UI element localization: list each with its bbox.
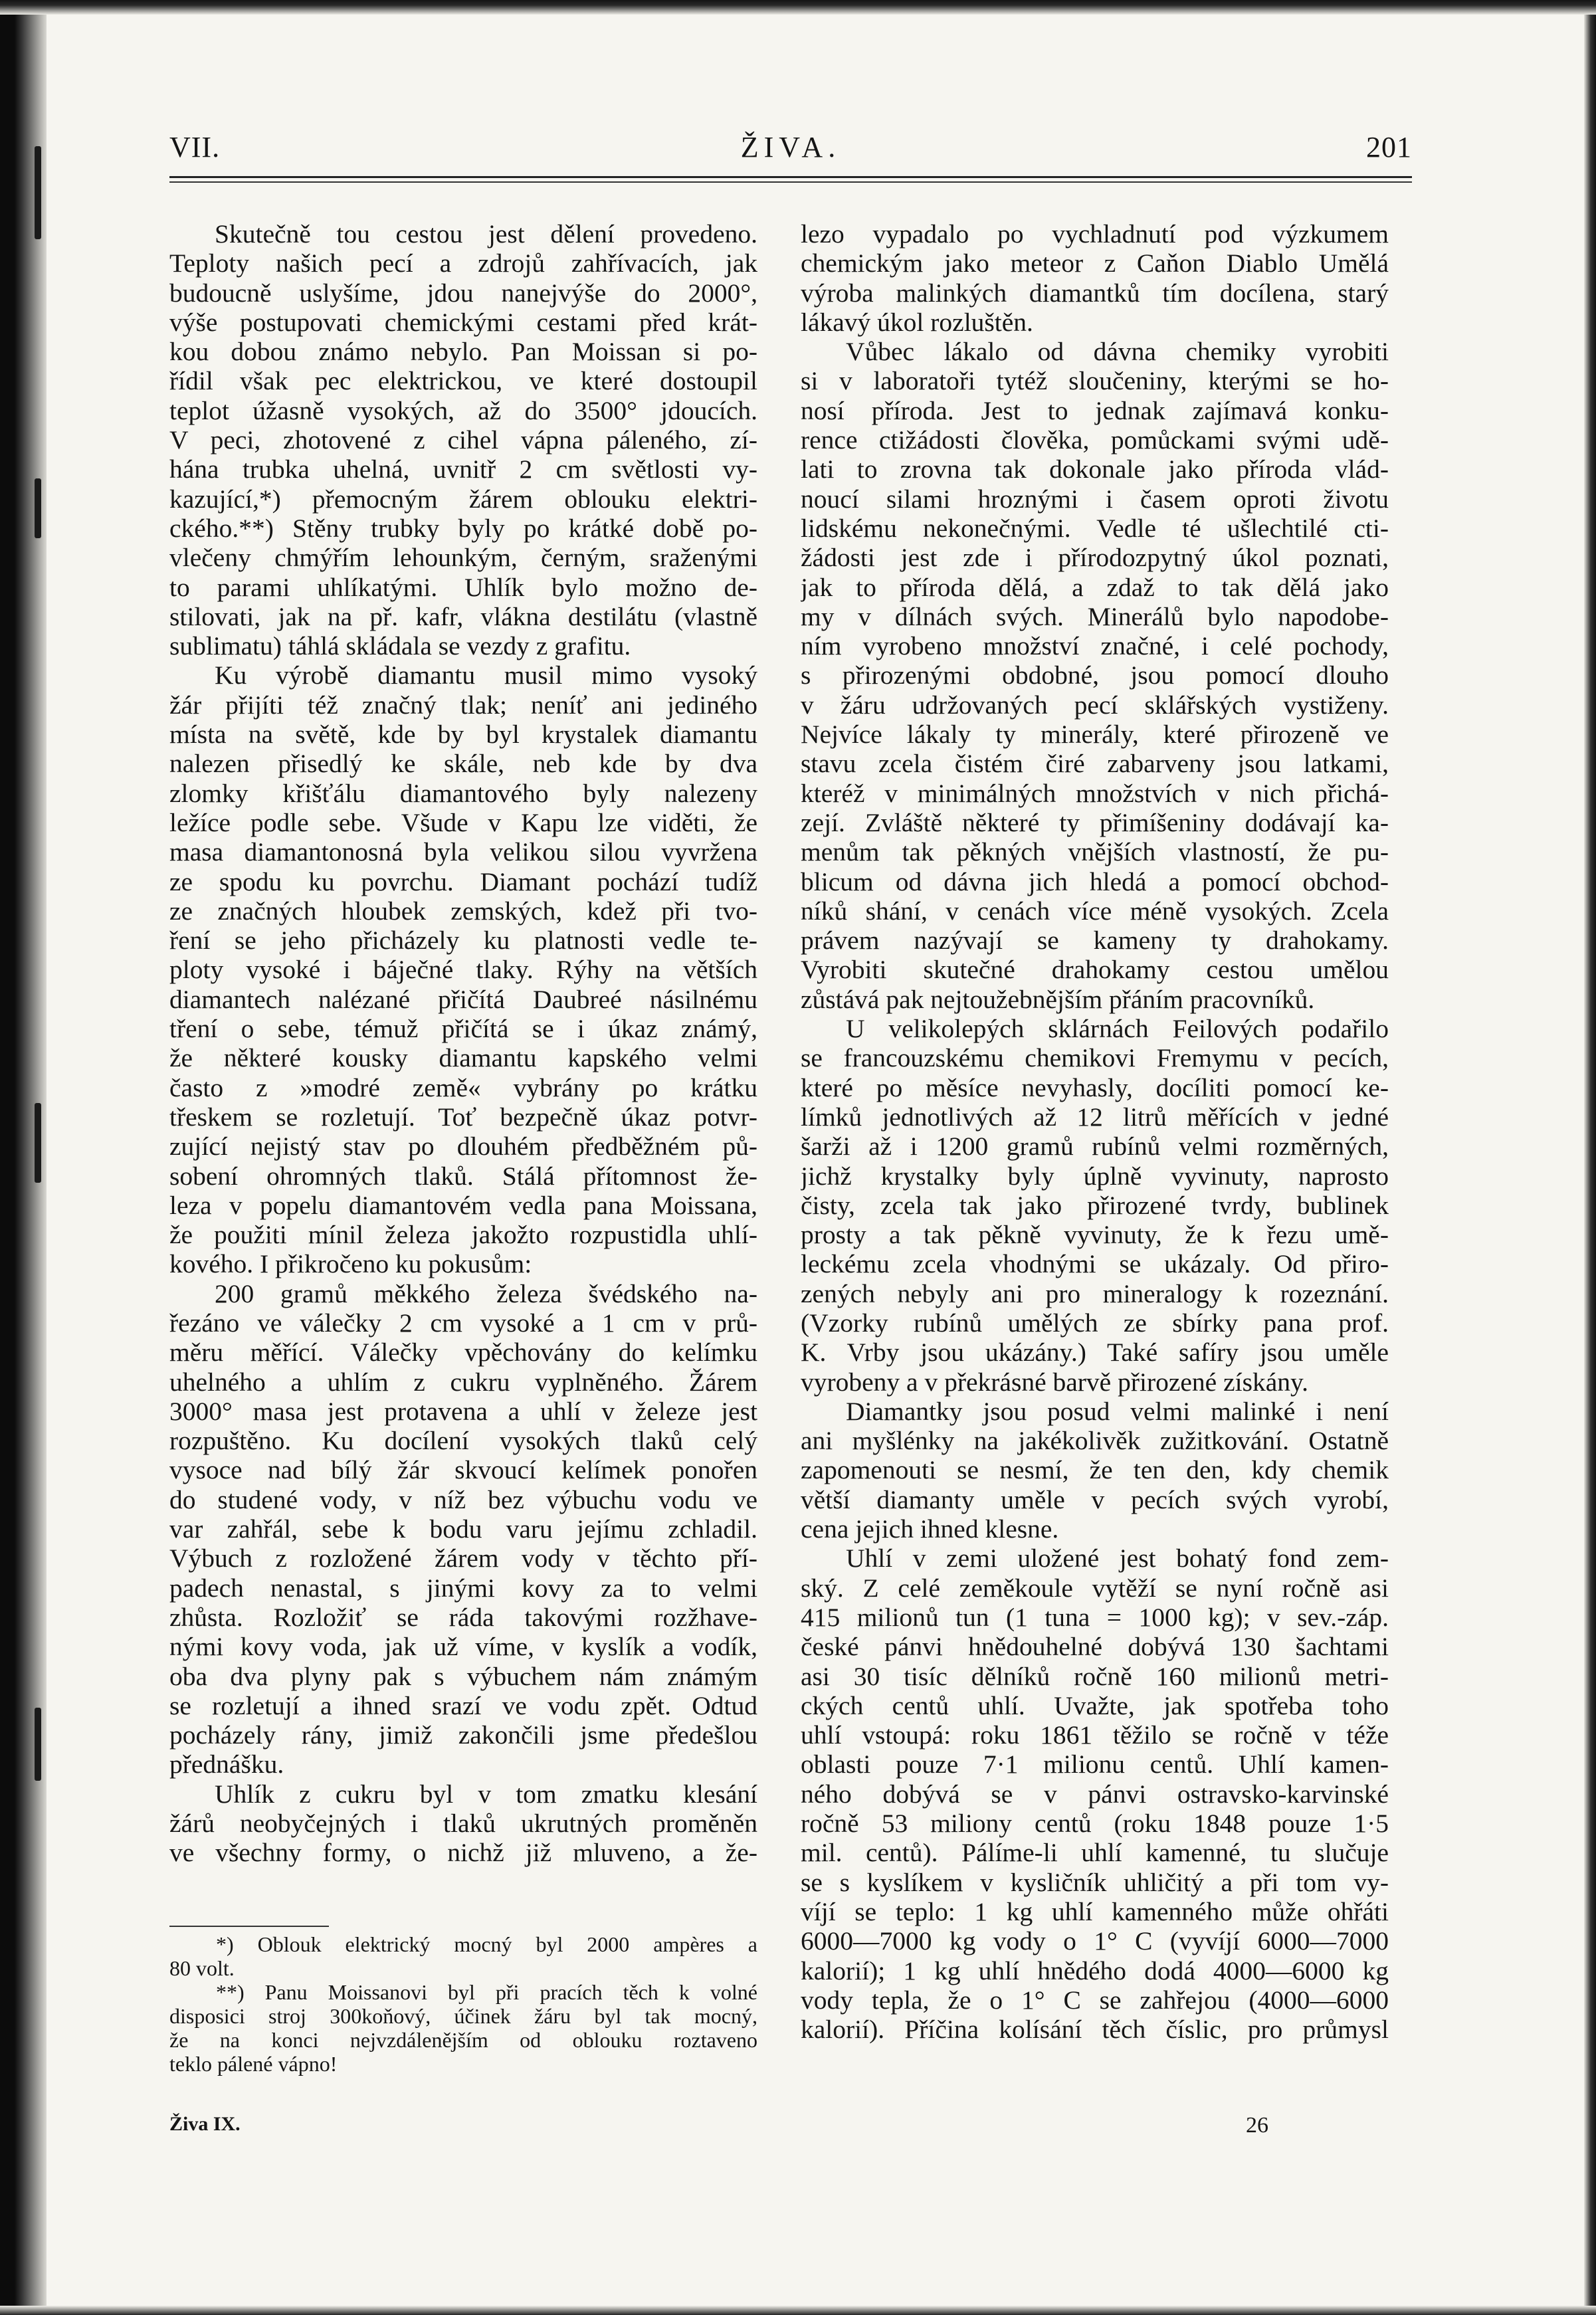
text-line: kalorií); 1 kg uhlí hnědého dodá 4000—6000 kg <box>801 1956 1389 1985</box>
text-line: že na konci nejvzdálenějším od oblouku roztaveno <box>169 2028 757 2052</box>
text-line: leza v popelu diamantovém vedla pana Moissana, <box>169 1190 757 1220</box>
text-line: si v laboratoři tytéž sloučeniny, kterými se ho- <box>801 366 1389 396</box>
text-line: lákavý úkol rozluštěn. <box>801 307 1033 337</box>
footnote-rule <box>169 1926 329 1927</box>
text-line: hána trubka uhelná, uvnitř 2 cm světlosti vy- <box>169 454 757 484</box>
text-line: přednášku. <box>169 1750 284 1779</box>
text-line: uhlí vstoupá: roku 1861 těžilo se ročně v téže <box>801 1720 1389 1750</box>
text-line: jak to příroda dělá, a zdaž to tak dělá jako <box>801 572 1389 602</box>
text-line: asi 30 tisíc dělníků ročně 160 milionů metri- <box>801 1661 1389 1691</box>
text-line: se s kyslíkem v kysličník uhličitý a při tom vy- <box>801 1867 1389 1897</box>
text-line: 200 gramů měkkého železa švédského na- <box>215 1278 757 1308</box>
text-line: právem nazývají se kameny ty drahokamy. <box>801 926 1389 956</box>
left-column <box>169 219 757 1868</box>
binding-mark <box>35 146 41 239</box>
text-line: větší diamanty uměle v pecích svých vyrobí, <box>801 1484 1389 1514</box>
text-line: kazující,*) přemocným žárem oblouku elektri- <box>169 484 757 514</box>
text-line: 415 milionů tun (1 tuna = 1000 kg); v sev.-záp. <box>801 1602 1389 1632</box>
text-line: že použiti mínil železa jakožto rozpustidla uhlí- <box>169 1220 757 1250</box>
text-line: Teploty našich pecí a zdrojů zahřívacích, jak <box>169 249 757 278</box>
text-line: lezo vypadalo po vychladnutí pod výzkumem <box>801 219 1389 249</box>
text-line: zených nebyly ani pro mineralogy k rozeznání. <box>801 1278 1389 1308</box>
text-line: Uhlí v zemi uložené jest bohatý fond zem- <box>846 1544 1389 1573</box>
right-column <box>801 219 1389 2044</box>
text-line: měru měřící. Válečky vpěchovány do kelímku <box>169 1338 757 1367</box>
text-line: K. Vrby jsou ukázány.) Také safíry jsou uměle <box>801 1338 1389 1367</box>
text-line: Výbuch z rozložené žárem vody v těchto pří- <box>169 1544 757 1573</box>
text-line: s přirozenými obdobné, jsou pomocí dlouho <box>801 660 1389 690</box>
text-line: uhelného a uhlím z cukru vyplněného. Žárem <box>169 1367 757 1397</box>
text-line: jichž krystalky byly úplně vyvinuty, naprosto <box>801 1161 1389 1191</box>
text-line: se rozletují a ihned srazí ve vodu zpět. Odtud <box>169 1690 757 1720</box>
text-line: mil. centů). Pálíme-li uhlí kamenné, tu slučuje <box>801 1838 1389 1868</box>
text-line: zlomky křišťálu diamantového byly nalezeny <box>169 778 757 808</box>
text-line: ležíce podle sebe. Všude v Kapu lze viděti, že <box>169 807 757 837</box>
text-line: ve všechny formy, o nichž již mluveno, a že- <box>169 1838 757 1868</box>
text-line: blicum od dávna jich hledá a pomocí obchod- <box>801 866 1389 896</box>
text-line: oblasti pouze 7·1 milionu centů. Uhlí kamen- <box>801 1750 1389 1779</box>
text-line: zapomenouti se nesmí, že ten den, kdy chemik <box>801 1455 1389 1485</box>
page-header <box>169 130 1412 170</box>
text-line: ním vyrobeno množství značné, i celé pochody, <box>801 631 1389 661</box>
scan-border-bottom <box>0 2306 1596 2315</box>
text-line: třeskem se rozletují. Toť bezpečně úkaz potvr- <box>169 1102 757 1132</box>
text-line: zůstává pak nejtoužebnějším přáním pracovníků. <box>801 984 1315 1014</box>
text-line: ani myšlénky na jakékolivěk zužitkování. Ostatně <box>801 1426 1389 1456</box>
text-line: Vůbec lákalo od dávna chemiky vyrobiti <box>846 337 1389 367</box>
text-line: leckému zcela vhodnými se ukázaly. Od přiro- <box>801 1249 1389 1279</box>
text-line: řídil však pec elektrickou, ve které dostoupil <box>169 366 757 396</box>
text-line: rence ctižádosti člověka, pomůckami svými udě- <box>801 425 1389 455</box>
text-line: tření o sebe, témuž přičítá se i úkaz známý, <box>169 1014 757 1044</box>
text-line: Vyrobiti skutečné drahokamy cestou umělou <box>801 955 1389 985</box>
text-line: diamantech nalézané přičítá Daubreé násilnému <box>169 984 757 1014</box>
text-line: žádosti jest zde i přírodozpytný úkol poznati, <box>801 543 1389 573</box>
text-line: zující nejistý stav po dlouhém předběžném pů- <box>169 1132 757 1161</box>
header-rule <box>169 176 1412 178</box>
text-line: že některé kousky diamantu kapského velmi <box>169 1043 757 1073</box>
text-line: vlečeny chmýřím lehounkým, černým, sraženými <box>169 543 757 573</box>
text-line: zhůsta. Rozložiť se ráda takovými rozžhave- <box>169 1602 757 1632</box>
text-line: ření se jeho přicházely ku platnosti vedle te- <box>169 926 757 956</box>
text-line: menům tak pěkných vnějších vlastností, že pu- <box>801 837 1389 867</box>
text-line: kalorií). Příčina kolísání těch číslic, pro průmysl <box>801 2015 1389 2045</box>
text-line: ský. Z celé zeměkoule vytěží se nyní ročně asi <box>801 1573 1389 1603</box>
text-line: kteréž v minimálných množstvích v nich přichá- <box>801 778 1389 808</box>
text-line: pocházely rány, jimiž zakončili jsme předešlou <box>169 1720 757 1750</box>
text-line: prosty a tak pěkně vyvinuty, že k řezu umě- <box>801 1220 1389 1250</box>
text-line: U velikolepých sklárnách Feilových podařilo <box>846 1014 1389 1044</box>
text-line: řezáno ve válečky 2 cm vysoké a 1 cm v prů- <box>169 1308 757 1338</box>
text-line: se francouzskému chemikovi Fremymu v pecích, <box>801 1043 1389 1073</box>
text-line: budoucně uslyšíme, jdou nanejvýše do 2000°, <box>169 278 757 308</box>
text-line: oba dva plyny pak s výbuchem nám známým <box>169 1661 757 1691</box>
text-line: 6000—7000 kg vody o 1° C (vyvíjí 6000—7000 <box>801 1926 1389 1956</box>
text-line: vysoce nad bílý žár skvoucí kelímek ponořen <box>169 1455 757 1485</box>
text-line: to parami uhlíkatými. Uhlík bylo možno de- <box>169 572 757 602</box>
text-line: noucí silami hroznými i časem oproti životu <box>801 484 1389 514</box>
text-line: 80 volt. <box>169 1956 235 1980</box>
text-line: sublimatu) táhlá skládala se vezdy z grafitu. <box>169 631 631 661</box>
text-line: my v dílnách svých. Minerálů bylo napodobe- <box>801 601 1389 631</box>
text-line: padech nenastal, s jinými kovy za to velmi <box>169 1573 757 1603</box>
text-line: kového. I přikročeno ku pokusům: <box>169 1249 532 1279</box>
text-line: lati to zrovna tak dokonale jako příroda vlád- <box>801 454 1389 484</box>
text-line: rozpuštěno. Ku docílení vysokých tlaků celý <box>169 1426 757 1456</box>
text-line: **) Panu Moissanovi byl při pracích těch k volné <box>216 1980 757 2004</box>
text-line: disposici stroj 300koňový, účinek žáru byl tak mocný, <box>169 2004 757 2028</box>
text-line: nými kovy voda, jak už víme, v kyslík a vodík, <box>169 1632 757 1662</box>
scan-border-top <box>0 0 1596 15</box>
text-line: víjí se teplo: 1 kg uhlí kamenného může ohřáti <box>801 1896 1389 1926</box>
text-line: v žáru udržovaných pecí sklářských vystiženy. <box>801 690 1389 720</box>
text-line: *) Oblouk elektrický mocný byl 2000 ampères a <box>216 1932 757 1956</box>
volume-number: VII. <box>169 131 221 163</box>
text-line: čisty, zcela tak jako přirozené tvrdy, bublinek <box>801 1190 1389 1220</box>
text-line: žárů neobyčejných i tlaků ukrutných proměněn <box>169 1809 757 1839</box>
text-line: často z »modré země« vybrány po krátku <box>169 1072 757 1102</box>
text-line: ckého.**) Stěny trubky byly po krátké době po- <box>169 513 757 543</box>
scan-border-right <box>1584 0 1596 2315</box>
text-line: nosí příroda. Jest to jednak zajímavá konku- <box>801 395 1389 425</box>
text-line: cena jejich ihned klesne. <box>801 1514 1059 1544</box>
text-line: kou dobou známo nebylo. Pan Moissan si po- <box>169 337 757 367</box>
text-line: ročně 53 miliony centů (roku 1848 pouze 1·5 <box>801 1809 1389 1839</box>
text-line: ploty vysoké i báječné tlaky. Rýhy na větších <box>169 955 757 985</box>
text-line: výše postupovati chemickými cestami před krát- <box>169 307 757 337</box>
header-rule <box>169 181 1412 183</box>
text-line: vody tepla, že o 1° C se zahřejou (4000—6000 <box>801 1985 1389 2015</box>
text-line: teklo pálené vápno! <box>169 2052 338 2076</box>
text-line: žár přijíti též značný tlak; neníť ani jediného <box>169 690 757 720</box>
text-line: teplot úžasně vysokých, až do 3500° jdoucích. <box>169 395 757 425</box>
text-line: var zahřál, sebe k bodu varu jejímu zchladil. <box>169 1514 757 1544</box>
text-line: Skutečně tou cestou jest dělení provedeno. <box>215 219 757 249</box>
text-line: ze značných hloubek zemských, kdež při tvo- <box>169 896 757 926</box>
text-line: české pánvi hnědouhelné dobývá 130 šachtami <box>801 1632 1389 1662</box>
text-line: níků shání, v cenách více méně vysokých. Zcela <box>801 896 1389 926</box>
text-line: masa diamantonosná byla velikou silou vyvržena <box>169 837 757 867</box>
text-line: V peci, zhotovené z cihel vápna páleného, zí- <box>169 425 757 455</box>
text-line: ného dobývá se v pánvi ostravsko-karvinské <box>801 1779 1389 1809</box>
sheet-number: 26 <box>1246 2113 1268 2138</box>
text-line: vyrobeny a v překrásné barvě přirozené získány. <box>801 1367 1309 1397</box>
printer-signature: Živa IX. <box>169 2113 241 2135</box>
text-line: stilovati, jak na př. kafr, vlákna destilátu (vlastně <box>169 601 757 631</box>
text-line: ze spodu ku povrchu. Diamant pochází tudíž <box>169 866 757 896</box>
text-line: výroba malinkých diamantků tím docílena, starý <box>801 278 1389 308</box>
text-line: 3000° masa jest protavena a uhlí v železe jest <box>169 1396 757 1426</box>
text-line: které po měsíce nevyhasly, docíliti pomocí ke- <box>801 1072 1389 1102</box>
binding-mark <box>35 1103 41 1183</box>
text-line: sobení ohromných tlaků. Stálá přítomnost že- <box>169 1161 757 1191</box>
text-line: nalezen přisedlý ke skále, neb kde by dva <box>169 749 757 779</box>
binding-mark <box>35 1708 41 1781</box>
journal-title: ŽIVA. <box>740 131 841 163</box>
text-line: místa na světě, kde by byl krystalek diamantu <box>169 720 757 750</box>
footnotes <box>169 1932 757 2076</box>
text-line: (Vzorky rubínů umělých ze sbírky pana prof. <box>801 1308 1389 1338</box>
text-line: límků jednotlivých až 12 litrů měřících v jedné <box>801 1102 1389 1132</box>
text-line: lidskému nekonečnými. Vedle té ušlechtilé cti- <box>801 513 1389 543</box>
page-number: 201 <box>1366 131 1412 163</box>
text-line: Diamantky jsou posud velmi malinké i není <box>846 1396 1389 1426</box>
text-line: Uhlík z cukru byl v tom zmatku klesání <box>215 1779 757 1809</box>
text-line: Ku výrobě diamantu musil mimo vysoký <box>215 660 757 690</box>
text-line: ckých centů uhlí. Uvažte, jak spotřeba toho <box>801 1690 1389 1720</box>
text-line: šarži až i 1200 gramů rubínů velmi rozměrných, <box>801 1132 1389 1161</box>
text-line: chemickým jako meteor z Caňon Diablo Umělá <box>801 249 1389 278</box>
text-line: stavu zcela čistém čiré zabarveny jsou latkami, <box>801 749 1389 779</box>
text-line: do studené vody, v níž bez výbuchu vodu ve <box>169 1484 757 1514</box>
text-line: Nejvíce lákaly ty minerály, které přirozeně ve <box>801 720 1389 750</box>
text-line: zejí. Zvláště některé ty přimíšeniny dodávají ka- <box>801 807 1389 837</box>
binding-mark <box>35 478 41 538</box>
